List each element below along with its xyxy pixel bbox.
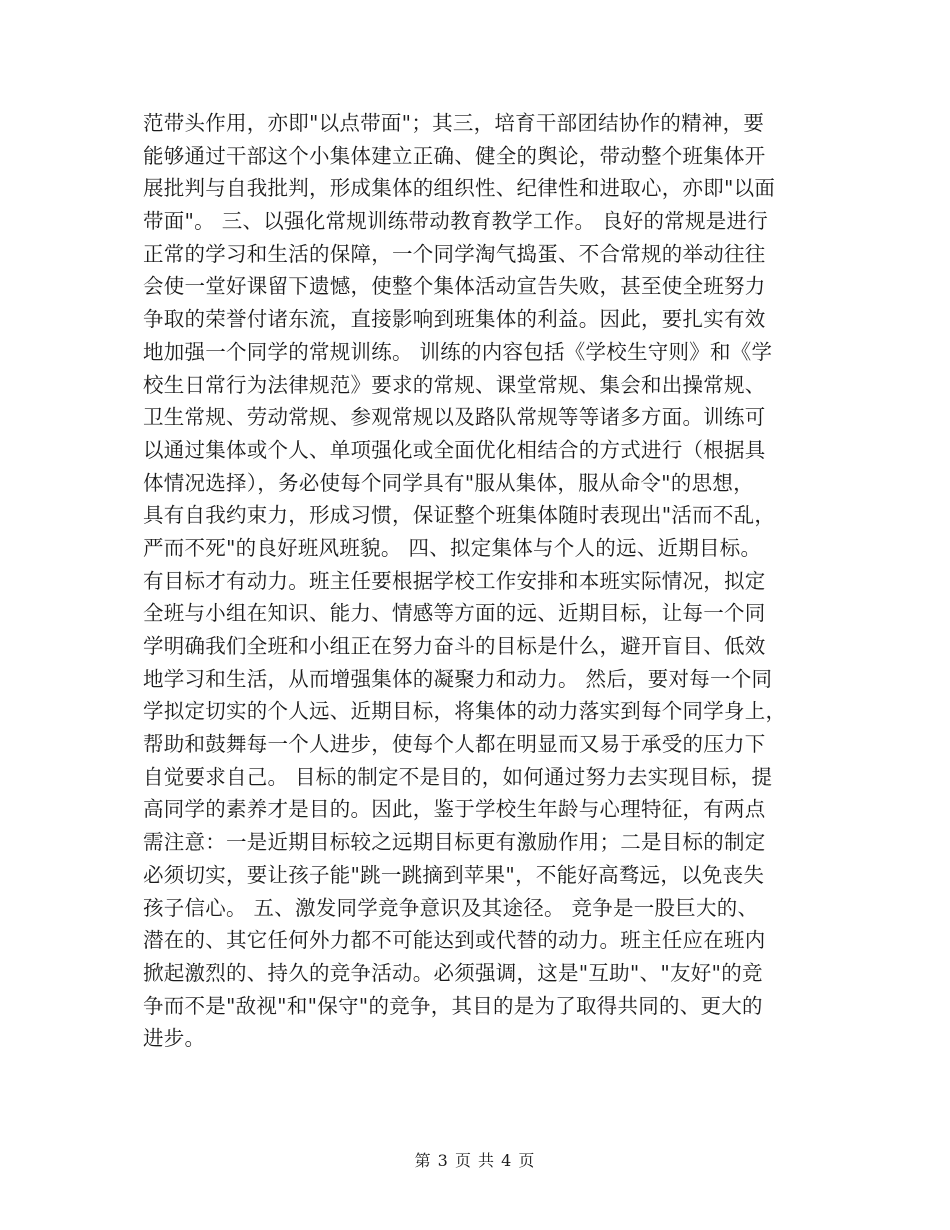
body-text [143, 107, 811, 1055]
text-line: 校生日常行为法律规范》要求的常规、课堂常规、集会和出操常规、 [143, 372, 766, 397]
text-line: 正常的学习和生活的保障，一个同学淘气捣蛋、不合常规的举动往往 [143, 241, 766, 266]
text-line: 潜在的、其它任何外力都不可能达到或代替的动力。班主任应在班内 [143, 928, 766, 953]
text-line: 地学习和生活，从而增强集体的凝聚力和动力。 然后，要对每一个同 [143, 666, 773, 691]
text-line: 带面"。 三、以强化常规训练带动教育教学工作。 良好的常规是进行 [143, 209, 768, 234]
text-line: 学拟定切实的个人远、近期目标，将集体的动力落实到每个同学身上， [143, 699, 787, 724]
text-line: 全班与小组在知识、能力、情感等方面的远、近期目标，让每一个同 [143, 601, 766, 626]
text-line: 具有自我约束力，形成习惯，保证整个班集体随时表现出"活而不乱， [143, 503, 776, 528]
page-footer [0, 1150, 950, 1172]
text-line: 孩子信心。 五、激发同学竞争意识及其途径。 竞争是一股巨大的、 [143, 895, 759, 920]
text-line: 有目标才有动力。班主任要根据学校工作安排和本班实际情况，拟定 [143, 568, 766, 593]
text-line: 争而不是"敌视"和"保守"的竞争，其目的是为了取得共同的、更大的 [143, 993, 763, 1018]
text-line: 学明确我们全班和小组正在努力奋斗的目标是什么，避开盲目、低效 [143, 634, 766, 658]
text-line: 以通过集体或个人、单项强化或全面优化相结合的方式进行（根据具 [143, 437, 766, 462]
text-line: 自觉要求自己。 目标的制定不是目的，如何通过努力去实现目标，提 [143, 764, 773, 789]
text-line: 范带头作用，亦即"以点带面"；其三，培育干部团结协作的精神，要 [143, 111, 765, 135]
text-line: 争取的荣誉付诸东流，直接影响到班集体的利益。因此，要扎实有效 [143, 307, 766, 332]
text-line: 必须切实，要让孩子能"跳一跳摘到苹果"，不能好高骛远，以免丧失 [143, 862, 765, 887]
text-line: 地加强一个同学的常规训练。 训练的内容包括《学校生守则》和《学 [143, 339, 773, 364]
text-line: 体情况选择），务必使每个同学具有"服从集体，服从命令"的思想， [143, 470, 754, 495]
text-line: 能够通过干部这个小集体建立正确、健全的舆论，带动整个班集体开 [143, 143, 766, 168]
text-line: 掀起激烈的、持久的竞争活动。必须强调，这是"互助"、"友好"的竞 [143, 960, 763, 985]
text-line: 需注意：一是近期目标较之远期目标更有激励作用；二是目标的制定 [143, 830, 766, 855]
text-line: 会使一堂好课留下遗憾，使整个集体活动宣告失败，甚至使全班努力 [143, 274, 766, 299]
text-line: 进步。 [143, 1026, 206, 1051]
text-line: 展批判与自我批判，形成集体的组织性、纪律性和进取心，亦即"以面 [143, 176, 776, 201]
text-line: 严而不死"的良好班风班貌。 四、拟定集体与个人的远、近期目标。 [143, 535, 762, 560]
text-line: 帮助和鼓舞每一个人进步，使每个人都在明显而又易于承受的压力下 [143, 732, 766, 757]
text-line: 高同学的素养才是目的。因此，鉴于学校生年龄与心理特征，有两点 [143, 797, 766, 822]
text-line: 卫生常规、劳动常规、参观常规以及路队常规等等诸多方面。训练可 [143, 405, 766, 430]
page-number: 第 3 页 共 4 页 [414, 1151, 536, 1170]
